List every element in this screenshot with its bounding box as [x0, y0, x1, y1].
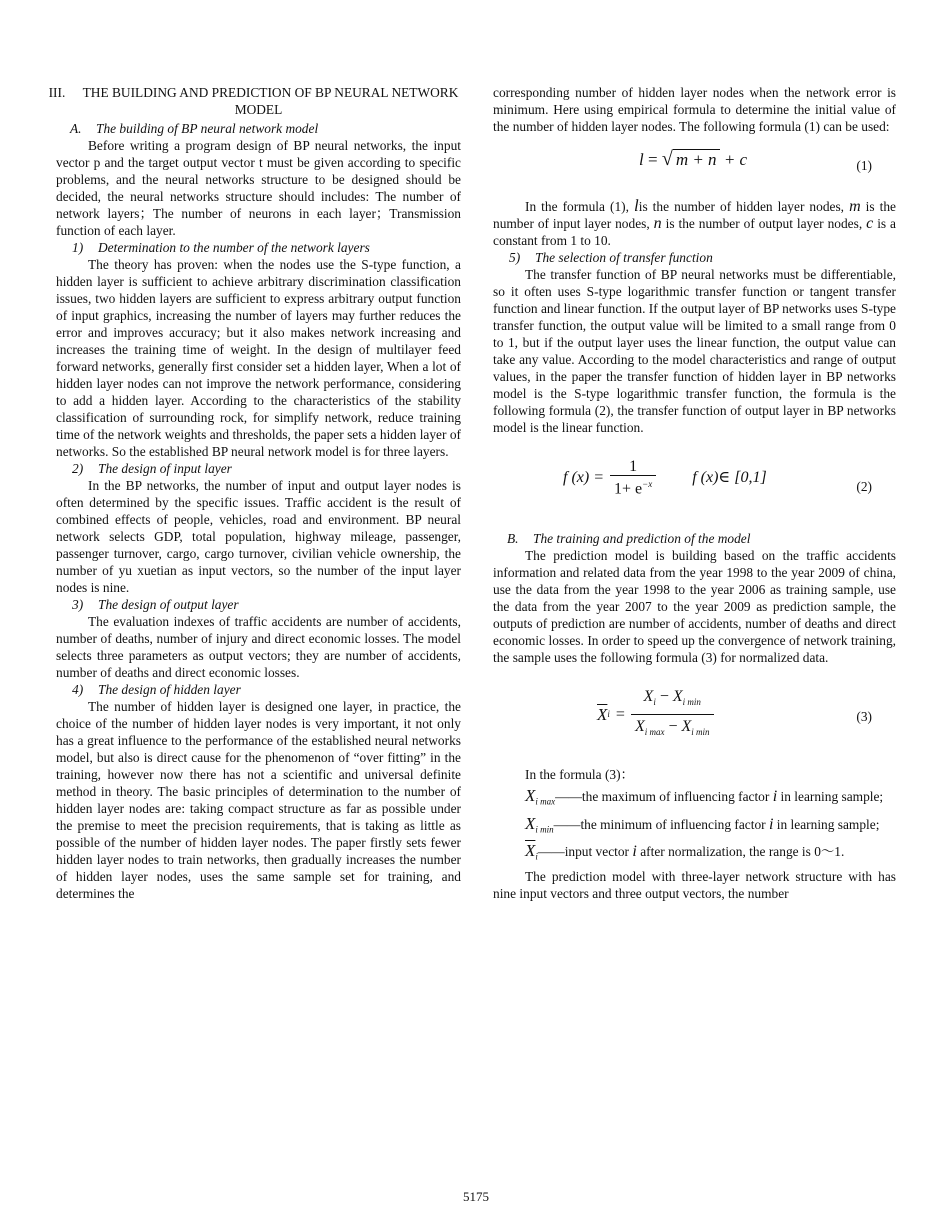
var-sub: i max: [535, 796, 556, 807]
paragraph: In the BP networks, the number of input and output layer nodes is often determined by the specific issues. Traffic accident is the result of combined effects of people, vehicles, road and environment. BP neural network selects GDP, total population, highway mileage, passenger, passenger turnover, cargo, cargo turnover, civilian vehicle ownership, the number of yu xuetian as input vectors, so the number of the input layer nodes is nine.: [56, 478, 461, 595]
eq-x: X: [643, 688, 654, 705]
equation-1: [493, 141, 896, 191]
left-column: [48, 84, 461, 902]
var-i: i: [632, 843, 637, 861]
eq-sub: i min: [691, 727, 710, 738]
subsection-tag: A.: [70, 121, 82, 136]
var-i: i: [768, 815, 774, 833]
subsection-b-heading: [493, 530, 896, 547]
text: is the number of output layer nodes,: [665, 216, 863, 231]
subsubsection-tag: 4): [72, 682, 84, 697]
subsection-title: The building of BP neural network model: [96, 121, 319, 136]
equation-3: [493, 678, 896, 762]
eq-operator: =: [647, 150, 658, 169]
equation-number: (1): [856, 158, 872, 173]
subsubsection-title: The design of input layer: [98, 461, 232, 476]
section-title: THE BUILDING AND PREDICTION OF BP NEURAL NETWORK MODEL: [82, 85, 459, 117]
subsubsection-tag: 2): [72, 461, 84, 476]
eq-x: X: [681, 718, 692, 736]
variable-definition: [493, 787, 896, 811]
eq-fraction: [610, 458, 656, 497]
var-i: i: [772, 788, 778, 805]
paragraph: In the formula (3)：: [525, 767, 634, 782]
subsubsection-heading: [56, 239, 461, 256]
eq-sub: i min: [682, 697, 701, 708]
paragraph: The prediction model is building based on the traffic accidents information and related data from the year 1998 to the year 2009 of china, use the data from the year 1998 to the year 2006 as training sample, use the data from the year 2007 to the year 2009 as prediction sample, the outputs of prediction are number of accidents, number of deaths and direct economic losses. In order to speed up the convergence of network training, the sample uses the following formula (3) for normalized data.: [493, 548, 896, 665]
sqrt-icon: √: [661, 148, 673, 170]
text: ——the minimum of influencing factor: [553, 816, 766, 832]
subsubsection-heading: [56, 596, 461, 613]
paragraph: The theory has proven: when the nodes use the S-type function, a hidden layer is sufficient to achieve arbitrary discrimination classification issues, two hidden layers are sufficient to express arbitrary output function of input graphics, increasing the number of layers may further reduces the error and improves accuracy; but it also makes network increasing and increases the training time of weight. In the design of multilayer feed forward networks, generally first consider set a hidden layer, When a lot of hidden layer nodes can not improve the network performance, considering to add a hidden layer. According to the characteristics of the stability classification of surrounding rock, for simplify network, reduce training time of the network weights and thresholds, the paper sets a hidden layer of networks. So the established BP neural network model is for three layers.: [56, 257, 461, 459]
equation-2: [493, 450, 896, 524]
var-xbar: $\overline{X}$: [525, 841, 536, 861]
paragraph: Before writing a program design of BP neural networks, the input vector p and the target output vector t must be given according to specific problems, and the neural networks structure to be designed should be decided, the neural networks structure should includes: The number of network layers；The number of neurons in each layer；Transmission function of each layer.: [56, 138, 461, 238]
right-column: [493, 84, 896, 902]
eq-fraction: [631, 688, 714, 741]
var-n: n: [653, 215, 662, 232]
paragraph: The number of hidden layer is designed one layer, in practice, the choice of the number of hidden layer nodes is very important, it not only has a great influence to the performance of the established neural networks model, but also is direct cause for the phenomenon of “over fitting” in the training, however now there has not a scientific and universal definite method in theory. The basic principles of determination to the number of hidden layer nodes are: taking compact structure as far as possible under the premise to meet the precision requirements, that is taking as little as possible of the number of hidden layer nodes. The paper firstly sets fewer hidden layer nodes to train networks, then gradually increases the number of hidden layer nodes, uses the same sample set for training, and determines the: [56, 699, 461, 901]
var-sub: i min: [535, 824, 554, 835]
paragraph: The prediction model with three-layer network structure with has nine input vectors and three output vectors, the number: [493, 869, 896, 902]
eq-sub: i: [607, 709, 610, 720]
eq-den-text: 1+ e: [614, 480, 643, 498]
subsubsection-title: Determination to the number of the network layers: [98, 240, 370, 255]
text: in learning sample;: [776, 816, 880, 832]
eq-denominator: [631, 714, 714, 741]
eq-exponent: −x: [642, 479, 653, 489]
eq-radicand: m + n: [673, 149, 720, 169]
eq-numerator: [631, 688, 714, 714]
text: ——the maximum of influencing factor: [555, 789, 770, 804]
eq-term: + c: [723, 150, 748, 169]
eq-symbol: l: [639, 150, 644, 169]
subsection-title: The training and prediction of the model: [533, 531, 751, 546]
eq-x: X: [672, 688, 683, 705]
subsection-tag: B.: [507, 531, 519, 546]
var-sub: i: [535, 852, 538, 863]
text: after normalization, the range is 0～1.: [640, 844, 845, 860]
eq-lhs: f (x) =: [563, 469, 604, 487]
paragraph: The evaluation indexes of traffic accidents are number of accidents, number of deaths, number of injury and direct economic losses. The model selects three parameters as output vectors; they are number of accidents, number of deaths and direct economic losses.: [56, 614, 461, 680]
var-l: l: [633, 196, 639, 215]
subsubsection-heading: [56, 681, 461, 698]
eq-range: f (x)∈ [0,1]: [692, 469, 767, 487]
paragraph: corresponding number of hidden layer nodes when the network error is minimum. Here using empirical formula to determine the initial value of the number of hidden layer nodes. The following formula (1) can be used:: [493, 85, 896, 134]
eq-sub: i: [653, 697, 656, 708]
text: ——input vector: [537, 844, 630, 860]
page-number: 5175: [463, 1189, 489, 1204]
subsubsection-tag: 1): [72, 240, 84, 255]
text: in learning sample;: [780, 789, 884, 804]
paragraph: [493, 197, 896, 249]
variable-definition: [493, 842, 896, 866]
subsubsection-tag: 3): [72, 597, 84, 612]
subsubsection-heading: [56, 460, 461, 477]
equation-number: (2): [856, 479, 872, 494]
section-heading: [48, 84, 461, 118]
eq-x: X: [634, 718, 645, 736]
subsection-a-heading: [56, 120, 461, 137]
subsubsection-heading: [493, 249, 896, 266]
eq-denominator: [610, 475, 656, 497]
subsubsection-tag: 5): [509, 250, 521, 265]
var-x: X: [525, 786, 536, 805]
text: In the formula (1),: [525, 199, 629, 214]
text: is the number of hidden layer nodes,: [638, 199, 845, 214]
eq-xbar: $\overline{X}$: [597, 705, 608, 725]
equation-number: (3): [856, 709, 872, 724]
paragraph: The transfer function of BP neural networks must be differentiable, so it often uses S-type logarithmic transfer function or tangent transfer function and linear function. If the output layer of BP networks uses S-type transfer function, the output value will be limited to a small range from 0 to 1, but if the output layer uses the linear function, the output value can take any value. According to the model characteristics and range of output values, in the paper the transfer function of hidden layer in BP networks model is the S-type logarithmic transfer function, the formula is the following formula (2), the transfer function of output layer in BP networks model is the linear function.: [493, 267, 896, 435]
var-c: c: [866, 215, 874, 232]
eq-operator: =: [615, 706, 625, 724]
variable-definition: [493, 815, 896, 839]
subsubsection-title: The design of hidden layer: [98, 682, 241, 697]
eq-operator: −: [659, 688, 669, 705]
text: is a constant from 1 to 10.: [493, 216, 897, 248]
section-number: III.: [48, 85, 66, 100]
subsubsection-title: The design of output layer: [98, 597, 239, 612]
var-m: m: [849, 198, 861, 215]
eq-operator: −: [668, 718, 678, 736]
text: is the number of input layer nodes,: [493, 199, 896, 231]
eq-sub: i max: [644, 727, 665, 738]
eq-numerator: 1: [629, 458, 638, 475]
subsubsection-title: The selection of transfer function: [535, 250, 713, 265]
var-x: X: [525, 813, 536, 833]
